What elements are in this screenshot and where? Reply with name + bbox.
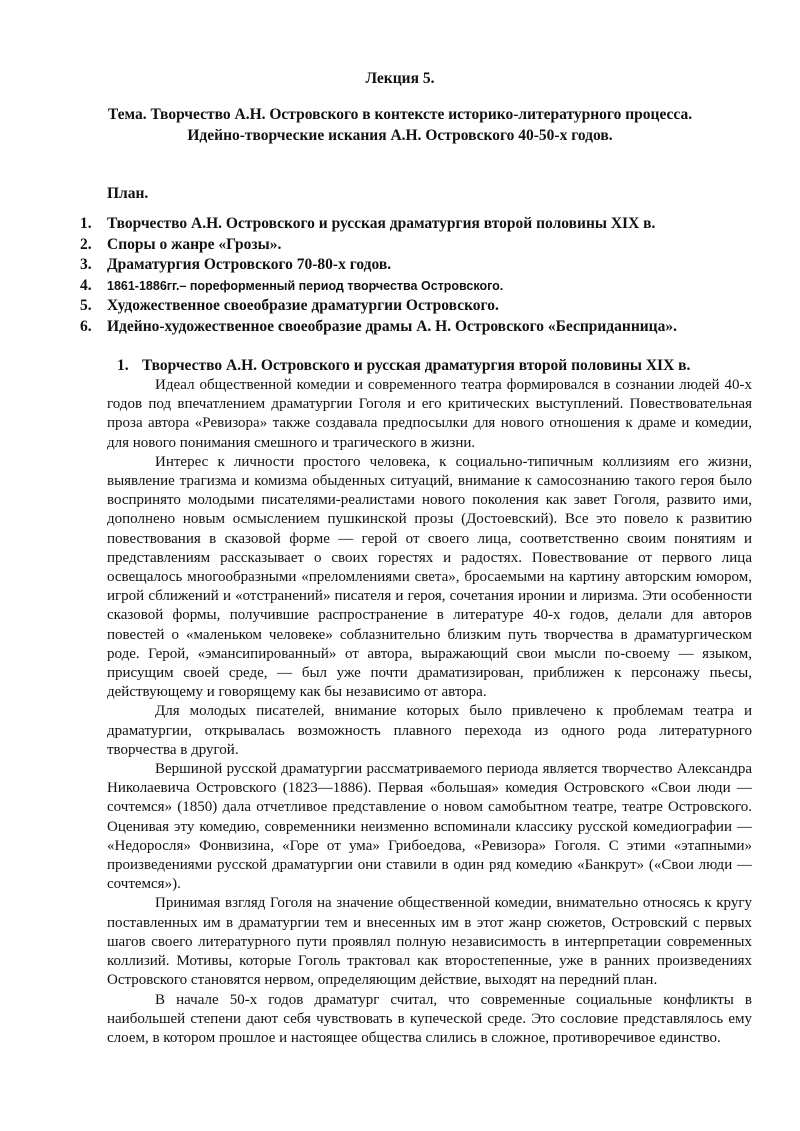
- paragraph: Идеал общественной комедии и современного театра формировался в сознании людей 40-х годов под впечатлением драматургии Гоголя и его критических выступлений. Повествовательная проза автора «Ревизора» также создавала предпосылки для нового отношения к драме и комедии, для нового понимания смешного и трагического в жизни.: [107, 377, 752, 451]
- plan-item: [80, 214, 720, 235]
- section-title: Творчество А.Н. Островского и русская драматургия второй половины XIX в.: [142, 357, 691, 374]
- plan-item-text: Художественное своеобразие драматургии Островского.: [107, 297, 499, 314]
- plan-item-number: 5.: [80, 297, 92, 314]
- plan-item: [80, 235, 720, 256]
- plan-item-number: 1.: [80, 215, 92, 232]
- paragraph: Для молодых писателей, внимание которых было привлечено к проблемам театра и драматургии, открывалась возможность плавного перехода из одного рода литературного творчества в другой.: [107, 703, 752, 758]
- plan-item: [80, 255, 720, 276]
- plan-item-text: 1861-1886гг.– пореформенный период творчества Островского.: [107, 278, 504, 293]
- paragraph: Интерес к личности простого человека, к социально-типичным коллизиям его жизни, выявление трагизма и комизма обыденных ситуаций, внимание к самосознанию такого героя было воспринято молодыми писателями-реалистами нового поколения как завет Гоголя, развито ими, дополнено новым осмыслением пушкинской прозы (Достоевский). Все это повело к развитию повествования в сказовой форме — герой от своего лица, соответственно своим понятиям и представлениям рассказывает о своих горестях и радостях. Повествование от первого лица освещалось многообразными «преломлениями света», бросаемыми на картину авторским юмором, игрой сближений и «отстранений» писателя и героя, сочетания иронии и лиризма. Эти особенности сказовой формы, получившие распространение в литературе 40-х годов, делали для авторов повестей о «маленьком человеке» соблазнительно близким путь творчества в драматургическом роде. Герой, «эмансипированный» от автора, выражающий свои мысли по-своему — языком, присущим своей среде, — был уже почти драматизирован, приближен к персонажу пьесы, действующему и говорящему как бы независимо от автора.: [107, 453, 752, 701]
- plan-list: [80, 214, 720, 337]
- plan-heading: План.: [107, 185, 149, 202]
- section-heading: [117, 357, 737, 375]
- plan-item-number: 3.: [80, 256, 92, 273]
- plan-item-number: 2.: [80, 235, 92, 253]
- plan-item: [80, 276, 720, 297]
- plan-item-text: Драматургия Островского 70-80-х годов.: [107, 256, 392, 273]
- plan-item-number: 6.: [80, 317, 92, 335]
- plan-item-text: Споры о жанре «Грозы».: [107, 235, 282, 253]
- paragraph: Вершиной русской драматургии рассматриваемого периода является творчество Александра Николаевича Островского (1823—1886). Первая «большая» комедия Островского «Свои люди — сочтемся» (1850) дала отчетливое представление о новом самобытном театре, театре Островского. Оценивая эту комедию, современники неизменно вспоминали классику русской комедиографии — «Недоросля» Фонвизина, «Горе от ума» Грибоедова, «Ревизора» Гоголя. С этими «этапными» произведениями русской драматургии они ставили в один ряд комедию «Банкрут» («Свои люди — сочтемся»).: [107, 761, 752, 893]
- paragraph: В начале 50-х годов драматург считал, что современные социальные конфликты в наибольшей степени дают себя чувствовать в купеческой среде. Это сословие представлялось ему слоем, в котором прошлое и настоящее общества слились в сложное, противоречивое единство.: [107, 991, 752, 1046]
- plan-item-text: Творчество А.Н. Островского и русская драматургия второй половины XIX в.: [107, 215, 656, 232]
- plan-item-number: 4.: [80, 276, 92, 294]
- plan-item-text: Идейно-художественное своеобразие драмы А. Н. Островского «Бесприданница».: [107, 317, 677, 335]
- plan-item: [80, 296, 720, 317]
- topic-heading: [80, 104, 720, 146]
- section-number: 1.: [117, 357, 129, 374]
- topic-line-2: Идейно-творческие искания А.Н. Островского 40-50-х годов.: [187, 127, 613, 144]
- lecture-title: Лекция 5.: [365, 70, 435, 87]
- body-text: [107, 376, 752, 1048]
- plan-item: [80, 317, 720, 338]
- paragraph: Принимая взгляд Гоголя на значение общественной комедии, внимательно относясь к кругу поставленных им в драматургии тем и внесенных им в этот жанр сюжетов, Островский с первых шагов своего литературного пути проявлял полную независимость в интерпретации современных коллизий. Мотивы, которые Гоголь трактовал как второстепенные, уже в ранних произведениях Островского становятся нервом, определяющим действие, выходят на передний план.: [107, 895, 752, 989]
- topic-line-1: Тема. Творчество А.Н. Островского в контексте историко-литературного процесса.: [107, 106, 693, 123]
